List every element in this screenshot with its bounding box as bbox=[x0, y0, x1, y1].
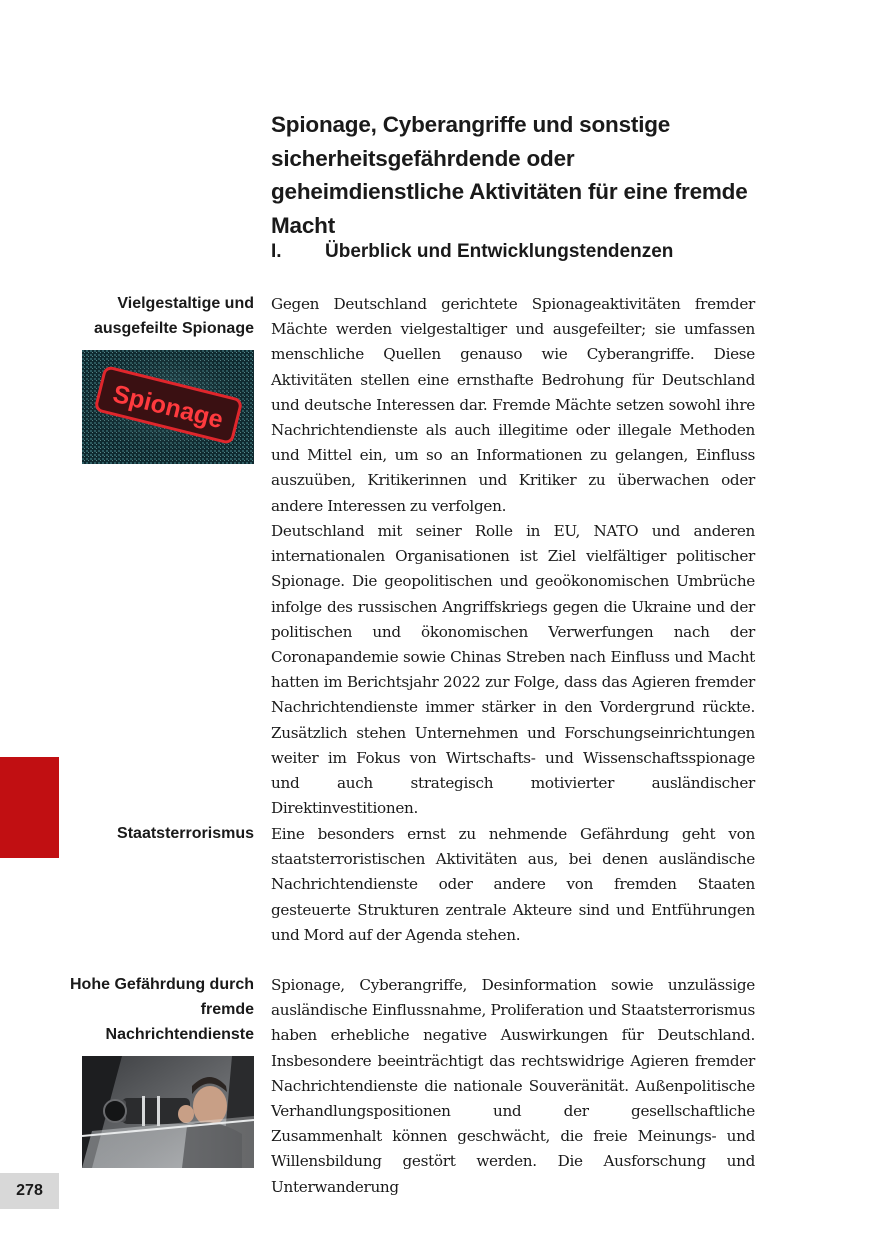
spionage-image bbox=[82, 350, 254, 464]
margin-note-staatsterrorismus: Staatsterrorismus bbox=[117, 825, 254, 842]
margin-note-hohe-gefaehrdung: Hohe Gefährdung durch fremde Nachrichtendienste bbox=[70, 976, 254, 1043]
section-heading bbox=[271, 238, 771, 266]
chapter-title: Spionage, Cyberangriffe und sonstige sicherheitsgefährdende oder geheimdienstliche Aktivitäten für eine fremde Macht bbox=[271, 112, 748, 238]
margin-note-spionage: Vielgestaltige und ausgefeilte Spionage bbox=[93, 295, 254, 337]
chapter-marker-tab bbox=[0, 757, 59, 858]
spionage-image-label: Spionage bbox=[110, 379, 226, 435]
paragraph-3: Eine besonders ernst zu nehmende Gefährdung geht von staatsterroristischen Aktivitäten aus, bei denen ausländische Nachrichtendienste oder andere von fremden Staaten gesteuerte Strukturen zentrale Akteure sind und Entführungen und Mord auf der Agenda stehen. bbox=[271, 825, 755, 944]
surveillance-photo bbox=[82, 1056, 254, 1168]
section-title: Überblick und Entwicklungstendenzen bbox=[325, 241, 674, 262]
paragraph-1: Gegen Deutschland gerichtete Spionageaktivitäten fremder Mächte werden vielgestaltiger und ausgefeilter; sie umfassen menschliche Quellen genauso wie Cyberangriffe. Diese Aktivitäten stellen eine ernsthafte Bedrohung für Deutschland und deutsche Interessen dar. Fremde Mächte setzen sowohl ihre Nachrichtendienste als auch illegitime oder illegale Methoden und Mittel ein, um so an Informationen zu gelangen, Einfluss auszuüben, Kritikerinnen und Kritiker zu überwachen oder andere Interessen zu verfolgen. bbox=[271, 295, 755, 515]
paragraph-4: Spionage, Cyberangriffe, Desinformation sowie unzulässige ausländische Einflussnahme, Proliferation und Staatsterrorismus haben erhebliche negative Auswirkungen für Deutschland. Insbesondere beeinträchtigt das rechtswidrige Agieren fremder Nachrichtendienste die nationale Souveränität. Außenpolitische Verhandlungspositionen und der gesellschaftliche Zusammenhalt können geschwächt, die freie Meinungs- und Willensbildung gestört werden. Die Ausforschung und Unterwanderung bbox=[271, 976, 755, 1196]
section-number: I. bbox=[271, 241, 282, 262]
page-number: 278 bbox=[0, 1173, 59, 1209]
paragraph-2: Deutschland mit seiner Rolle in EU, NATO und anderen internationalen Organisationen ist Ziel vielfältiger politischer Spionage. Die geopolitischen und geoökonomischen Umbrüche infolge des russischen Angriffskriegs gegen die Ukraine und der politischen und ökonomischen Verwerfungen nach der Coronapandemie sowie Chinas Streben nach Einfluss und Macht hatten im Berichtsjahr 2022 zur Folge, dass das Agieren fremder Nachrichtendienste immer stärker in den Vordergrund rückte. Zusätzlich stehen Unternehmen und Forschungseinrichtungen weiter im Fokus von Wirtschafts- und Wissenschaftsspionage und auch strategisch motivierter ausländischer Direktinvestitionen. bbox=[271, 522, 755, 818]
